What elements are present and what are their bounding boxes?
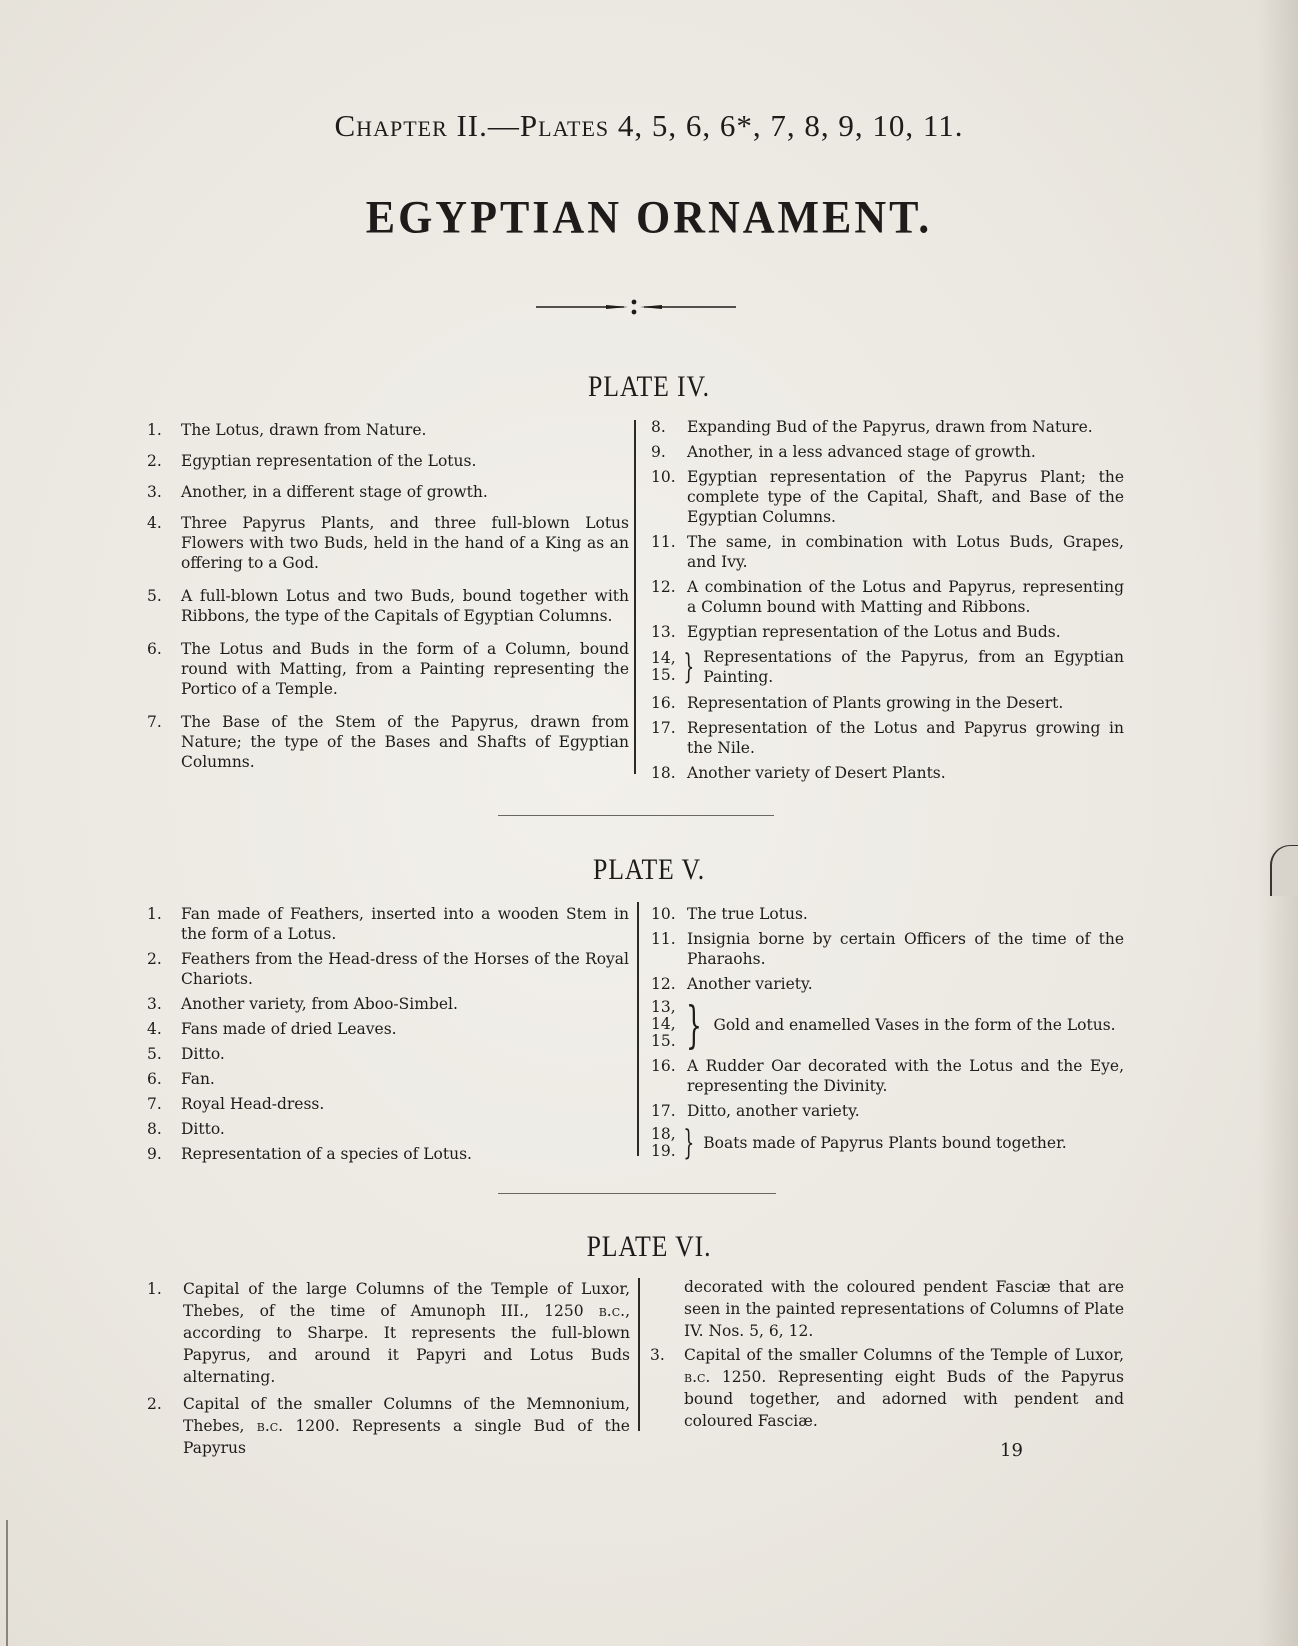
page-tear bbox=[1270, 845, 1298, 896]
item-number: 17. bbox=[651, 1102, 676, 1120]
item-number: 12. bbox=[651, 578, 676, 596]
item-number: 17. bbox=[651, 719, 676, 737]
item-number: 12. bbox=[651, 975, 676, 993]
list-item-grouped bbox=[651, 1123, 1124, 1163]
plate-vi-right-column bbox=[650, 1276, 1124, 1437]
page-title: EGYPTIAN ORNAMENT. bbox=[365, 191, 933, 244]
list-item bbox=[651, 1101, 1124, 1121]
item-number: 1. bbox=[147, 905, 162, 923]
list-item bbox=[147, 1393, 630, 1459]
item-text: Feathers from the Head-dress of the Horses of the Royal Chariots. bbox=[181, 950, 629, 988]
item-number: 10. bbox=[651, 905, 676, 923]
item-number: 11. bbox=[651, 930, 676, 948]
item-text: Fan made of Feathers, inserted into a wooden Stem in the form of a Lotus. bbox=[181, 905, 629, 943]
plate-v-left-column bbox=[147, 904, 629, 1169]
item-number: 3. bbox=[147, 995, 162, 1013]
item-numbers bbox=[651, 999, 676, 1050]
item-numbers bbox=[651, 650, 676, 684]
item-text: Representation of Plants growing in the Desert. bbox=[687, 694, 1064, 712]
list-item bbox=[147, 1044, 629, 1064]
list-item-grouped bbox=[651, 647, 1124, 687]
list-item bbox=[147, 420, 629, 440]
list-item bbox=[650, 1344, 1124, 1432]
item-number: 6. bbox=[147, 640, 162, 658]
item-text: Egyptian representation of the Papyrus Plant; the complete type of the Capital, Shaft, and Base of the Egyptian Columns. bbox=[687, 468, 1124, 526]
item-text: The same, in combination with Lotus Buds, Grapes, and Ivy. bbox=[687, 533, 1124, 571]
item-number: 3. bbox=[650, 1346, 665, 1364]
item-text: Another, in a different stage of growth. bbox=[181, 483, 488, 501]
item-text-part: Capital of the large Columns of the Temple of Luxor, Thebes, of the time of Amunoph III., 1250 bbox=[183, 1280, 630, 1320]
plate-iv-left-column bbox=[147, 420, 629, 781]
plate-iv-right-column bbox=[651, 417, 1124, 788]
item-number: 9. bbox=[651, 443, 666, 461]
chapter-plates: 4, 5, 6, 6*, 7, 8, 9, 10, 11. bbox=[617, 108, 964, 143]
plate-vi-heading: PLATE VI. bbox=[586, 1230, 712, 1263]
item-text: Representation of the Lotus and Papyrus growing in the Nile. bbox=[687, 719, 1124, 757]
item-number: 1. bbox=[147, 1280, 162, 1298]
era-abbreviation: b.c. bbox=[598, 1302, 626, 1320]
item-numbers bbox=[651, 1126, 676, 1160]
list-item bbox=[147, 586, 629, 626]
item-number: 5. bbox=[147, 587, 162, 605]
column-divider bbox=[638, 1278, 640, 1431]
item-text-part: Capital of the smaller Columns of the Temple of Luxor, bbox=[684, 1346, 1124, 1364]
item-number: 10. bbox=[651, 468, 676, 486]
brace-icon: } bbox=[683, 1123, 694, 1163]
item-number: 13, bbox=[651, 998, 676, 1016]
item-text: Expanding Bud of the Papyrus, drawn from Nature. bbox=[687, 418, 1093, 436]
chapter-heading bbox=[0, 108, 1298, 144]
section-rule bbox=[498, 1193, 776, 1194]
item-number: 2. bbox=[147, 1395, 162, 1413]
item-text: Three Papyrus Plants, and three full-blown Lotus Flowers with two Buds, held in the hand of a King as an offering to a God. bbox=[181, 514, 629, 572]
item-number: 7. bbox=[147, 713, 162, 731]
list-item bbox=[147, 712, 629, 772]
item-text: Ditto. bbox=[181, 1045, 225, 1063]
plate-iv-heading: PLATE IV. bbox=[588, 370, 710, 403]
list-item bbox=[651, 417, 1124, 437]
item-number: 4. bbox=[147, 514, 162, 532]
item-text: Ditto, another variety. bbox=[687, 1102, 860, 1120]
list-item bbox=[651, 763, 1124, 783]
item-number: 16. bbox=[651, 694, 676, 712]
list-item bbox=[147, 1278, 630, 1388]
list-item bbox=[147, 994, 629, 1014]
item-text: The Base of the Stem of the Papyrus, drawn from Nature; the type of the Bases and Shafts of Egyptian Columns. bbox=[181, 713, 629, 771]
list-item bbox=[147, 482, 629, 502]
item-text-part: 1250. Representing eight Buds of the Papyrus bound together, and adorned with pendent and coloured Fasciæ. bbox=[684, 1368, 1124, 1430]
item-number: 13. bbox=[651, 623, 676, 641]
list-item bbox=[147, 513, 629, 573]
section-rule bbox=[498, 815, 774, 816]
page-number: 19 bbox=[1000, 1440, 1023, 1461]
list-item bbox=[651, 442, 1124, 462]
list-item bbox=[651, 929, 1124, 969]
item-text: Another variety of Desert Plants. bbox=[687, 764, 946, 782]
item-number: 7. bbox=[147, 1095, 162, 1113]
item-number: 15. bbox=[651, 1032, 676, 1050]
list-item-grouped bbox=[651, 995, 1124, 1054]
list-item bbox=[147, 1019, 629, 1039]
item-text: Royal Head-dress. bbox=[181, 1095, 325, 1113]
era-abbreviation: b.c. bbox=[684, 1368, 711, 1386]
ornament-divider bbox=[536, 298, 736, 316]
item-text bbox=[183, 1278, 630, 1388]
brace-icon: } bbox=[683, 647, 694, 687]
item-text: Representations of the Papyrus, from an Egyptian Painting. bbox=[703, 648, 1124, 686]
ornament-dot-bottom bbox=[632, 310, 637, 315]
ornament-arrow-left bbox=[606, 305, 628, 309]
item-text: Boats made of Papyrus Plants bound together. bbox=[703, 1134, 1067, 1152]
list-item bbox=[147, 1094, 629, 1114]
item-number: 16. bbox=[651, 1057, 676, 1075]
item-text: Egyptian representation of the Lotus. bbox=[181, 452, 477, 470]
item-text bbox=[183, 1393, 630, 1459]
item-text: A Rudder Oar decorated with the Lotus and the Eye, representing the Divinity. bbox=[687, 1057, 1124, 1095]
item-text: Fan. bbox=[181, 1070, 215, 1088]
list-item bbox=[147, 639, 629, 699]
list-item bbox=[651, 693, 1124, 713]
page-edge-left bbox=[0, 1520, 8, 1646]
item-text: The Lotus and Buds in the form of a Column, bound round with Matting, from a Painting representing the Portico of a Temple. bbox=[181, 640, 629, 698]
list-item bbox=[651, 622, 1124, 642]
list-item bbox=[651, 532, 1124, 572]
ornament-dot-top bbox=[632, 300, 637, 305]
list-item bbox=[651, 577, 1124, 617]
item-text: Egyptian representation of the Lotus and Buds. bbox=[687, 623, 1061, 641]
list-item bbox=[651, 1056, 1124, 1096]
item-number: 8. bbox=[147, 1120, 162, 1138]
list-item bbox=[147, 1144, 629, 1164]
item-number: 18, bbox=[651, 1125, 676, 1143]
item-number: 9. bbox=[147, 1145, 162, 1163]
column-divider bbox=[637, 902, 639, 1156]
list-item bbox=[651, 904, 1124, 924]
item-number: 8. bbox=[651, 418, 666, 436]
item-number: 2. bbox=[147, 452, 162, 470]
list-item bbox=[147, 904, 629, 944]
list-item bbox=[147, 451, 629, 471]
item-text: The Lotus, drawn from Nature. bbox=[181, 421, 427, 439]
item-text: The true Lotus. bbox=[687, 905, 808, 923]
page-edge-shadow bbox=[1258, 0, 1298, 1646]
item-text-part: 1200. Represents a single Bud of the Papyrus bbox=[183, 1417, 630, 1457]
item-text: Fans made of dried Leaves. bbox=[181, 1020, 397, 1038]
brace-icon: } bbox=[685, 995, 702, 1054]
item-number: 1. bbox=[147, 421, 162, 439]
item-number: 15. bbox=[651, 666, 676, 684]
item-text: Representation of a species of Lotus. bbox=[181, 1145, 472, 1163]
item-text: Gold and enamelled Vases in the form of the Lotus. bbox=[713, 1015, 1116, 1034]
item-number: 18. bbox=[651, 764, 676, 782]
list-item bbox=[651, 467, 1124, 527]
column-divider bbox=[634, 420, 636, 774]
list-item bbox=[147, 1119, 629, 1139]
item-text: A combination of the Lotus and Papyrus, representing a Column bound with Matting and Ribbons. bbox=[687, 578, 1124, 616]
item-number: 19. bbox=[651, 1142, 676, 1160]
item-number: 3. bbox=[147, 483, 162, 501]
item-text: Another variety. bbox=[687, 975, 813, 993]
item-number: 14, bbox=[651, 649, 676, 667]
list-item bbox=[651, 974, 1124, 994]
item-text: Ditto. bbox=[181, 1120, 225, 1138]
chapter-prefix: Chapter II.—Plates bbox=[334, 108, 610, 143]
continued-text: decorated with the coloured pendent Fasciæ that are seen in the painted representations of Columns of Plate IV. Nos. 5, 6, 12. bbox=[684, 1278, 1124, 1340]
plate-v-heading: PLATE V. bbox=[592, 853, 706, 886]
item-text-part: , according to Sharpe. It represents the full-blown Papyrus, and around it Papyri and Lotus Buds alternating. bbox=[183, 1302, 630, 1386]
item-number: 11. bbox=[651, 533, 676, 551]
item-number: 14, bbox=[651, 1015, 676, 1033]
item-number: 5. bbox=[147, 1045, 162, 1063]
list-item bbox=[147, 949, 629, 989]
item-number: 2. bbox=[147, 950, 162, 968]
item-text-part: Capital of the smaller Columns of the Memnonium, Thebes, bbox=[183, 1395, 630, 1435]
plate-vi-left-column bbox=[147, 1278, 630, 1464]
era-abbreviation: b.c. bbox=[256, 1417, 284, 1435]
item-text: Insignia borne by certain Officers of the time of the Pharaohs. bbox=[687, 930, 1124, 968]
item-text: Another variety, from Aboo-Simbel. bbox=[181, 995, 458, 1013]
list-item bbox=[147, 1069, 629, 1089]
item-number: 6. bbox=[147, 1070, 162, 1088]
plate-v-right-column bbox=[651, 904, 1124, 1166]
item-text: Another, in a less advanced stage of growth. bbox=[687, 443, 1036, 461]
item-text bbox=[684, 1344, 1124, 1432]
item-text: A full-blown Lotus and two Buds, bound together with Ribbons, the type of the Capitals of Egyptian Columns. bbox=[181, 587, 629, 625]
list-item bbox=[651, 718, 1124, 758]
item-number: 4. bbox=[147, 1020, 162, 1038]
